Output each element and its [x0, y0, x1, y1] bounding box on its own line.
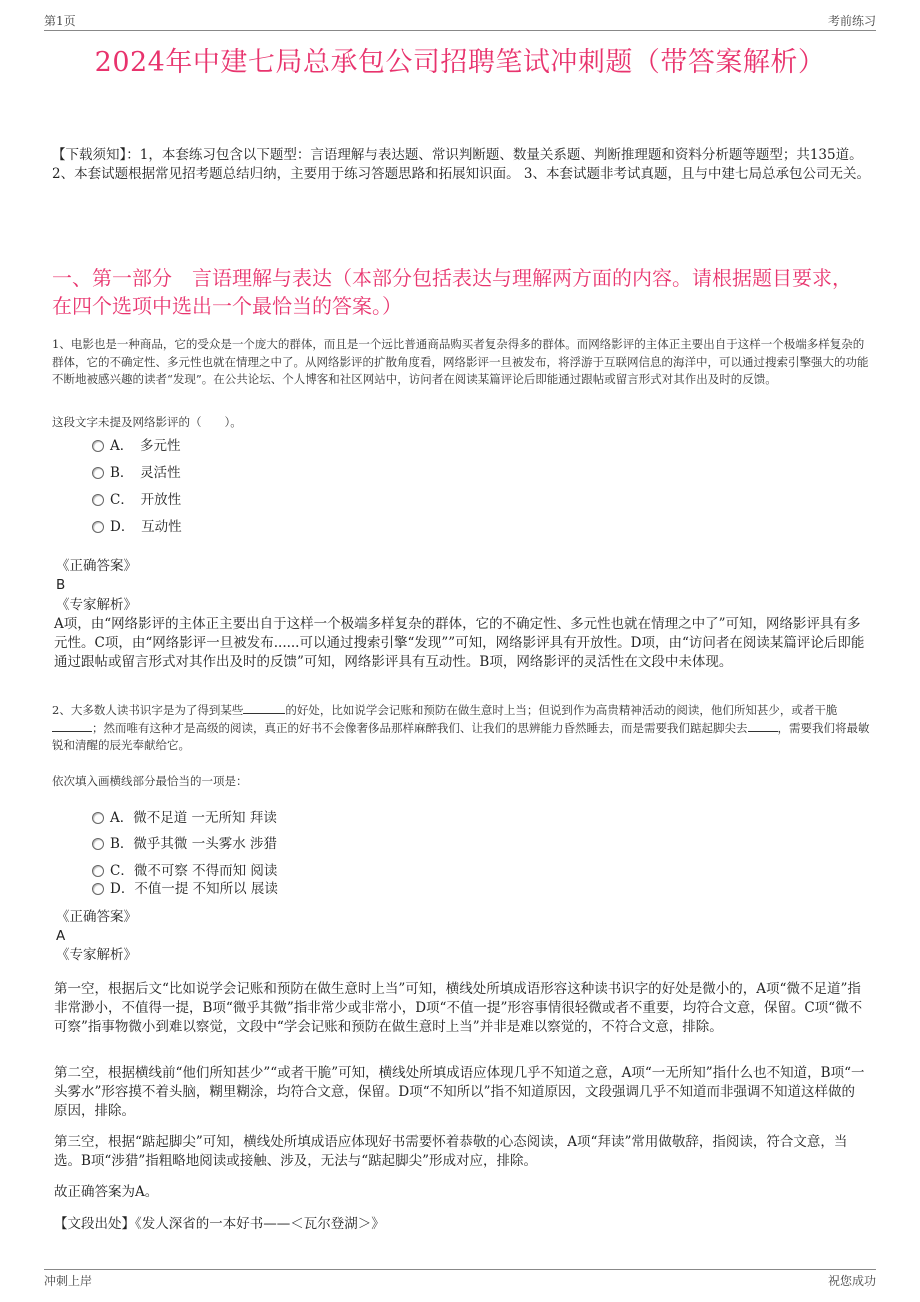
- text-source: 【文段出处】《发人深省的一本好书——＜瓦尔登湖＞》: [54, 1216, 385, 1232]
- question-1-text: 1、电影也是一种商品，它的受众是一个庞大的群体，而且是一个远比普通商品购买者复杂得多的群体。而网络影评的主体正主要出自于这样一个极端多样复杂的群体，它的不确定性、多元性也就在情理之中了。从网络影评的扩散角度看，网络影评一旦被发布，将浮游于互联网信息的海洋中，可以通过搜索引擎强大的功能不断地被感兴趣的读者“发现”。在公共论坛、个人博客和社区网站中，访问者在阅读某篇评论后即能通过跟帖或留言形式对其作出及时的反馈。: [52, 337, 869, 386]
- radio-icon[interactable]: [92, 838, 104, 850]
- fill-blank-2: [52, 731, 92, 732]
- question-1-answer-label: 《正确答案》: [56, 558, 137, 574]
- radio-icon[interactable]: [92, 865, 104, 877]
- question-1-analysis: A项，由“网络影评的主体正主要出自于这样一个极端多样复杂的群体，它的不确定性、多元性也就在情理之中了”可知，网络影评具有多元性。C项，由“网络影评一旦被发布......可以通过搜索引擎“发现””可知，网络影评具有开放性。D项，由“访问者在阅读某篇评论后即能通过跟帖或留言形式对其作出及时的反馈”可知，网络影评具有互动性。B项，网络影评的灵活性在文段中未体现。: [54, 616, 865, 670]
- question-1-stem: 这段文字未提及网络影评的（ ）。: [52, 415, 242, 429]
- question-1-analysis-label: 《专家解析》: [56, 597, 137, 613]
- question-2-text: [52, 702, 870, 755]
- radio-icon[interactable]: [92, 812, 104, 824]
- header-label: 考前练习: [827, 14, 876, 28]
- option-label: C．微不可察 不得而知 阅读: [110, 863, 278, 879]
- radio-icon[interactable]: [92, 883, 104, 895]
- fill-blank-3: [748, 731, 778, 732]
- option-label: C． 开放性: [110, 492, 182, 508]
- question-1-option-d[interactable]: [92, 517, 182, 537]
- question-2-option-b[interactable]: [92, 834, 277, 854]
- question-2-answer-label: 《正确答案》: [56, 909, 137, 925]
- question-1-answer: B: [56, 577, 66, 593]
- question-2-option-c[interactable]: [92, 861, 277, 881]
- option-label: B． 灵活性: [110, 465, 181, 481]
- question-2-text-part: ，需要我们将最敏锐和清醒的辰光奉献给它。: [52, 720, 870, 752]
- question-2-analysis-label: 《专家解析》: [56, 947, 137, 963]
- question-2-text-part: 2、大多数人读书识字是为了得到某些: [52, 703, 244, 717]
- radio-icon[interactable]: [92, 521, 104, 533]
- footer-right-text: 祝您成功: [827, 1274, 876, 1288]
- option-label: B．微乎其微 一头雾水 涉猎: [110, 836, 278, 852]
- question-2-answer: A: [56, 928, 66, 944]
- header-divider: [44, 30, 876, 31]
- analysis-conclusion: 故正确答案为A。: [54, 1184, 159, 1200]
- footer-left-text: 冲刺上岸: [44, 1274, 93, 1288]
- page-number: 第1页: [44, 14, 76, 28]
- option-label: A．微不足道 一无所知 拜读: [110, 810, 277, 826]
- option-label: A． 多元性: [110, 438, 181, 454]
- radio-icon[interactable]: [92, 494, 104, 506]
- question-2-stem: 依次填入画横线部分最恰当的一项是：: [52, 774, 248, 788]
- option-label: D．不值一提 不知所以 展读: [110, 881, 278, 897]
- option-label: D． 互动性: [110, 519, 182, 535]
- footer-divider: [44, 1269, 876, 1270]
- question-1-option-a[interactable]: [92, 436, 181, 456]
- question-1-option-c[interactable]: [92, 490, 181, 510]
- analysis-paragraph-3: 第三空，根据“踮起脚尖”可知，横线处所填成语应体现好书需要怀着恭敬的心态阅读，A项“拜读”常用做敬辞，指阅读，符合文意，当选。B项“涉猎”指粗略地阅读或接触、涉及，无法与“踮起脚尖”形成对应，排除。: [54, 1134, 848, 1169]
- question-2-option-d[interactable]: [92, 879, 278, 899]
- download-notice: 【下载须知】：1，本套练习包含以下题型：言语理解与表达题、常识判断题、数量关系题、判断推理题和资料分析题等题型；共135道。 2、本套试题根据常见招考题总结归纳，主要用于练习答题思路和拓展知识面。 3、本套试题非考试真题，且与中建七局总承包公司无关。: [52, 147, 870, 182]
- fill-blank-1: [243, 713, 285, 714]
- question-2-text-part: 的好处，比如说学会记账和预防在做生意时上当；但说到作为高贵精神活动的阅读，他们所知甚少，或者干脆: [285, 703, 838, 717]
- question-2-text-part: ；然而唯有这种才是高级的阅读，真正的好书不会像奢侈品那样麻醉我们、让我们的思辨能力昏然睡去，而是需要我们踮起脚尖去: [92, 720, 748, 735]
- section-title: 一、第一部分 言语理解与表达（本部分包括表达与理解两方面的内容。请根据题目要求，在四个选项中选出一个最恰当的答案。）: [52, 266, 852, 318]
- analysis-paragraph-1: 第一空，根据后文“比如说学会记账和预防在做生意时上当”可知，横线处所填成语形容这种读书识字的好处是微小的，A项“微不足道”指非常渺小，不值得一提，B项“微乎其微”指非常少或非常小，D项“不值一提”形容事情很轻微或者不重要，均符合文意，保留。C项“微不可察”指事物微小到难以察觉，文段中“学会记账和预防在做生意时上当”并非是难以察觉的，不符合文意，排除。: [54, 981, 863, 1035]
- analysis-paragraph-2: 第二空，根据横线前“他们所知甚少”“或者干脆”可知，横线处所填成语应体现几乎不知道之意，A项“一无所知”指什么也不知道，B项“一头雾水”形容摸不着头脑，糊里糊涂，均符合文意，保留。D项“不知所以”指不知道原因，文段强调几乎不知道而非强调不知道这样做的原因，排除。: [54, 1065, 865, 1119]
- radio-icon[interactable]: [92, 440, 104, 452]
- page-title: 2024年中建七局总承包公司招聘笔试冲刺题（带答案解析）: [94, 47, 826, 78]
- question-1-option-b[interactable]: [92, 463, 181, 483]
- radio-icon[interactable]: [92, 467, 104, 479]
- question-2-option-a[interactable]: [92, 808, 277, 828]
